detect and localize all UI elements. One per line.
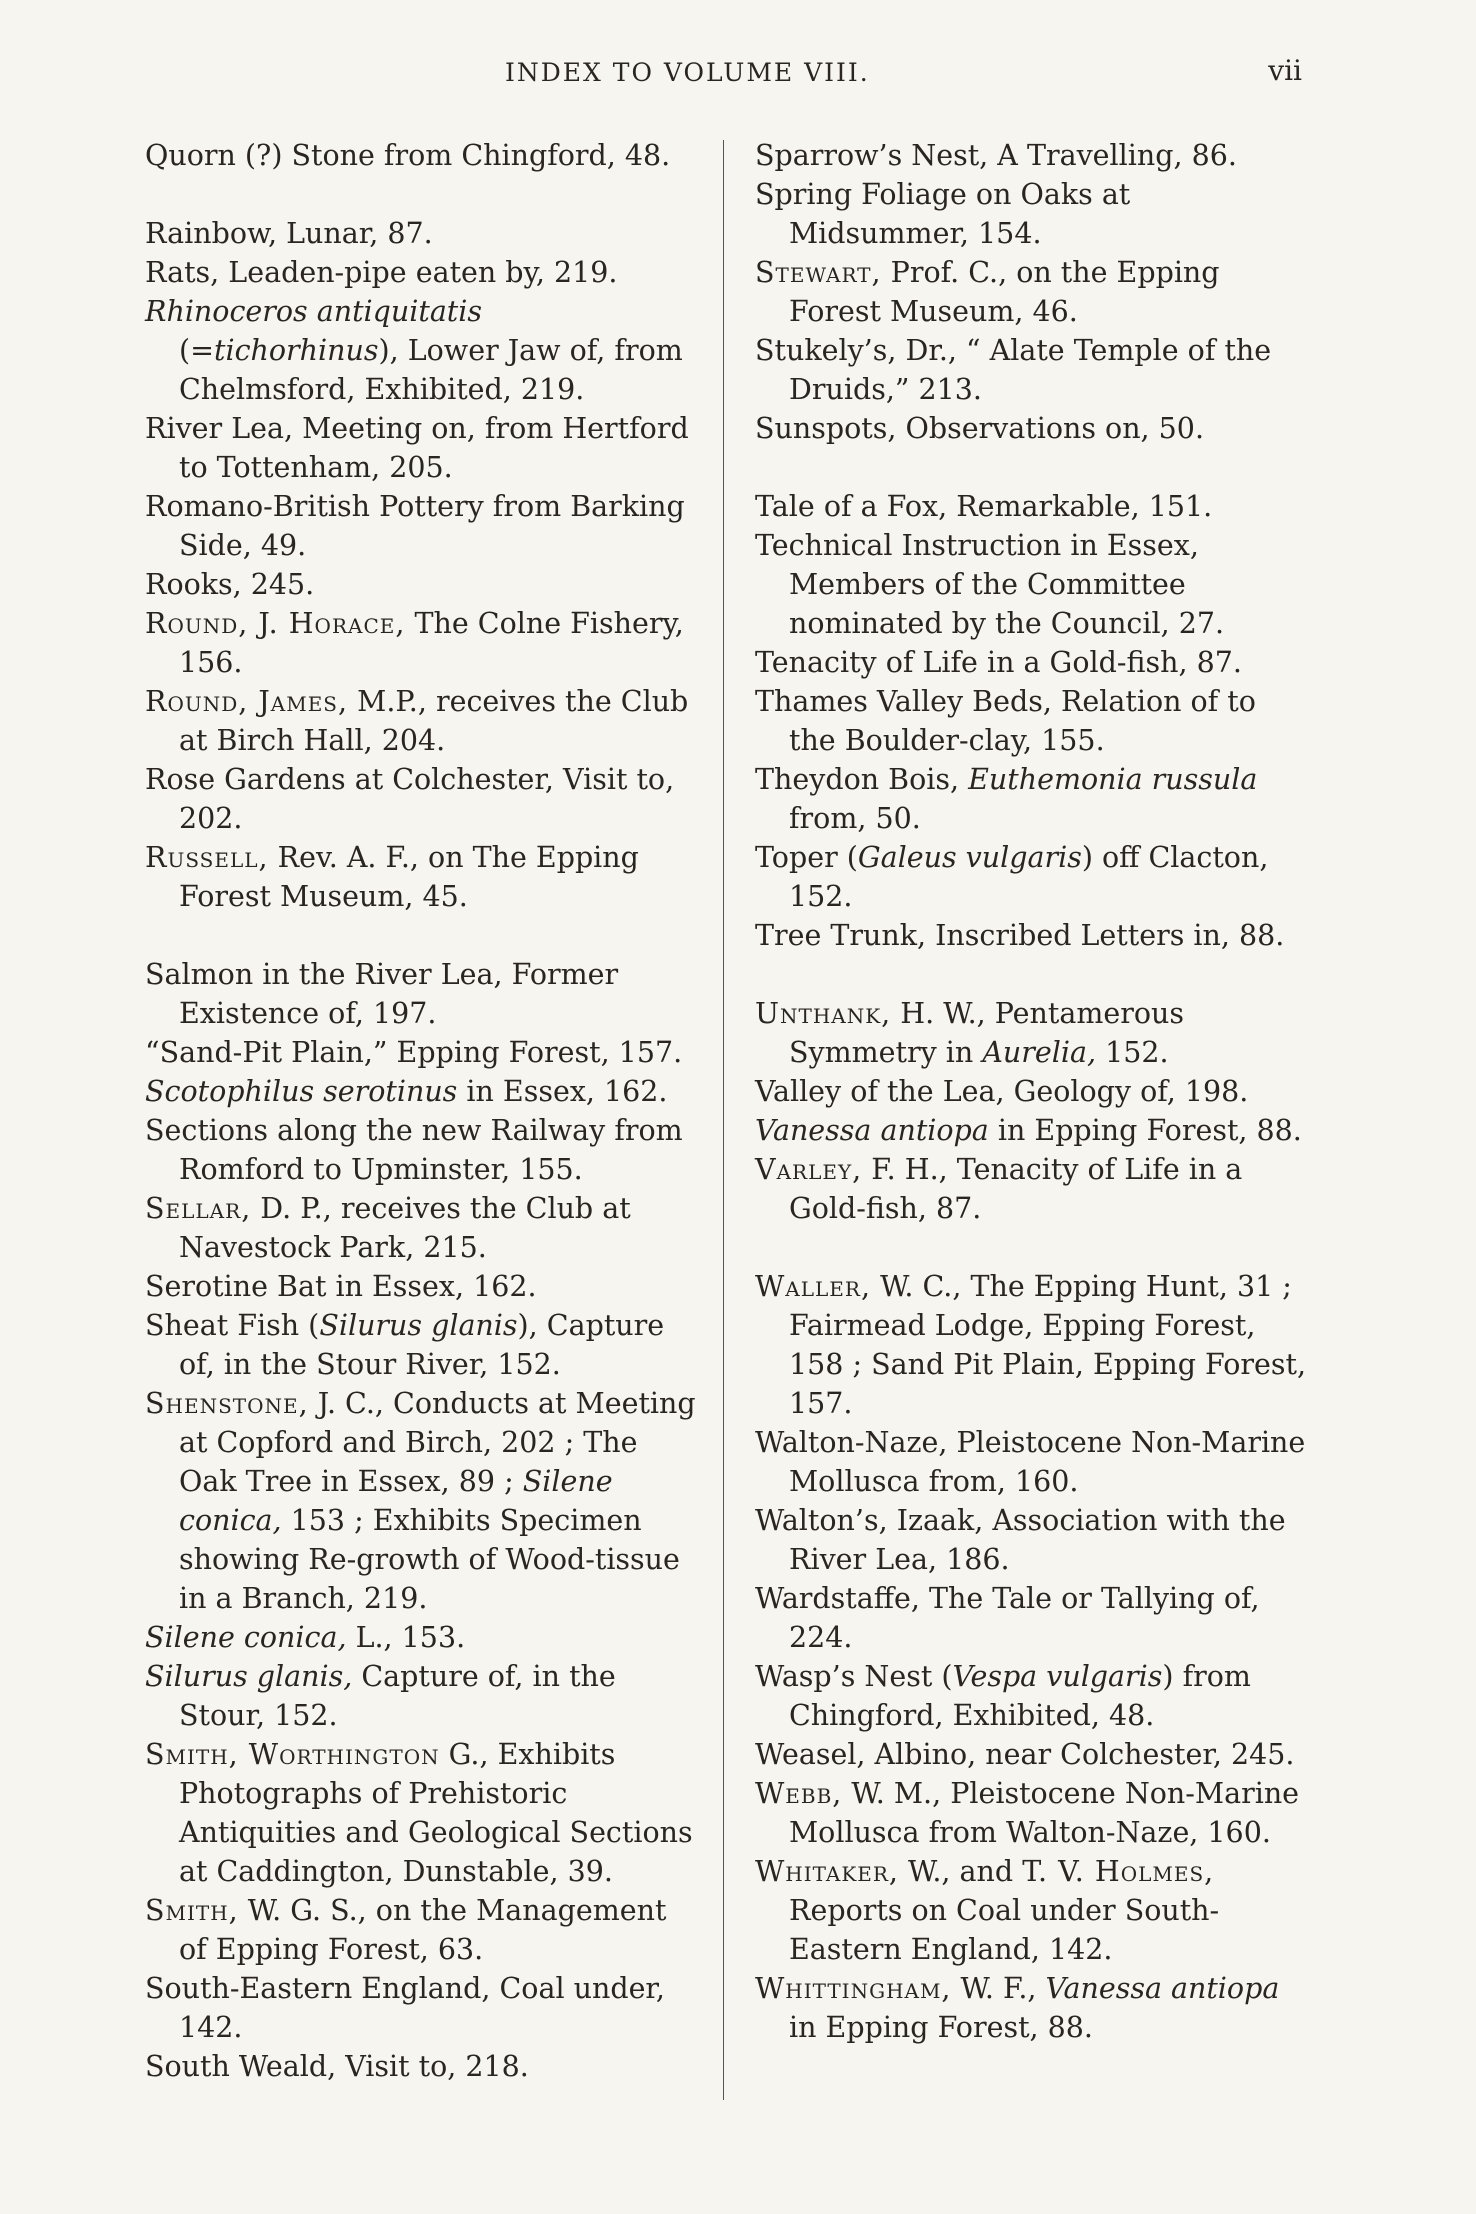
index-entry-text: The Colne Fishery, 156. — [179, 607, 684, 679]
index-entry-text: M.P., receives the Club at Birch Hall, 204. — [179, 685, 689, 757]
index-entry-text: Tree Trunk, Inscribed Letters in, 88. — [755, 919, 1285, 952]
index-entry — [755, 682, 1311, 760]
index-entry-text: Prof. C., on the Epping Forest Museum, 46. — [789, 256, 1220, 328]
index-entry-text: D. P., receives the Club at Navestock Park, 215. — [179, 1192, 631, 1264]
index-entry — [145, 409, 703, 487]
index-entry — [755, 1267, 1311, 1423]
index-entry-text: Quorn (?) Stone from Chingford, 48. — [145, 139, 671, 172]
index-entry-text: Whittingham, — [755, 1972, 952, 2005]
index-entry-text: W. G. S., on the Management of Epping Forest, 63. — [179, 1894, 667, 1966]
index-entry-text: Scotophilus serotinus — [145, 1075, 458, 1108]
index-entry-text: Vanessa antiopa — [755, 1114, 989, 1147]
index-entry-text: Vespa vulgaris — [952, 1660, 1163, 1693]
page-header — [0, 54, 1476, 98]
index-entry-text: Sellar, — [145, 1192, 252, 1225]
index-entry-text: in Epping Forest, 88. — [988, 1114, 1302, 1147]
index-entry — [145, 487, 703, 565]
index-entry-text: South-Eastern England, Coal under, 142. — [145, 1972, 665, 2044]
index-entry-text: T. V. Holmes, — [1022, 1855, 1215, 1888]
index-entry — [755, 1852, 1311, 1969]
index-entry-text: ), Lower Jaw of, from Chelmsford, Exhibited, 219. — [179, 334, 683, 406]
index-entry — [755, 1150, 1311, 1228]
index-entry-text: Rooks, 245. — [145, 568, 315, 601]
index-entry — [755, 1657, 1311, 1735]
index-entry-text: Euthemonia russula — [968, 763, 1258, 796]
index-entry-text: Tale of a Fox, Remarkable, 151. — [755, 490, 1213, 523]
index-entry-text: Smith, — [145, 1894, 239, 1927]
index-entry-text: Technical Instruction in Essex, Members of the Committee nominated by the Council, 27. — [755, 529, 1225, 640]
index-entry-text: F. H., Tenacity of Life in a Gold-fish, 87. — [789, 1153, 1243, 1225]
index-entry — [145, 1072, 703, 1111]
index-entry-text: Reports on Coal under South-Eastern England, 142. — [789, 1894, 1220, 1966]
index-entry — [145, 292, 703, 409]
index-entry-text: Round, James, — [145, 685, 349, 718]
index-column-right — [755, 136, 1311, 2047]
index-entry-text: Rats, Leaden-pipe eaten by, 219. — [145, 256, 618, 289]
index-entry-text: in Essex, 162. — [457, 1075, 668, 1108]
index-entry — [755, 331, 1311, 409]
index-entry-text: Walton’s, Izaak, Association with the River Lea, 186. — [755, 1504, 1286, 1576]
index-entry — [755, 253, 1311, 331]
index-entry-text: Rev. A. F., on The Epping Forest Museum, 45. — [179, 841, 639, 913]
index-entry — [755, 175, 1311, 253]
index-entry-text: W. M., Pleistocene Non-Marine Mollusca from Walton-Naze, 160. — [789, 1777, 1300, 1849]
index-entry-text: Aurelia, — [982, 1036, 1097, 1069]
index-entry — [145, 2047, 703, 2086]
index-entry-text: Silurus glanis — [319, 1309, 518, 1342]
index-entry — [755, 838, 1311, 916]
index-entry-text: from, 50. — [789, 802, 921, 835]
index-entry — [145, 1306, 703, 1384]
index-entry-text: W. F., — [951, 1972, 1046, 2005]
index-entry-text: Valley of the Lea, Geology of, 198. — [755, 1075, 1249, 1108]
index-entry — [145, 1969, 703, 2047]
index-entry — [755, 1735, 1311, 1774]
index-entry-text: Sparrow’s Nest, A Travelling, 86. — [755, 139, 1237, 172]
index-entry — [755, 1774, 1311, 1852]
index-entry-text: Sections along the new Railway from Romford to Upminster, 155. — [145, 1114, 683, 1186]
column-divider — [723, 140, 724, 2100]
page-number: vii — [1268, 54, 1302, 87]
index-entry-text: 153 ; Exhibits Specimen showing Re-growth of Wood-tissue in a Branch, 219. — [179, 1504, 680, 1615]
index-entry-text: Serotine Bat in Essex, 162. — [145, 1270, 537, 1303]
index-entry-text: G., Exhibits Photographs of Prehistoric Antiquities and Geological Sections at Caddington, Dunstable, 39. — [179, 1738, 693, 1888]
index-entry-text: Silene conica, — [145, 1621, 347, 1654]
index-entry — [755, 1579, 1311, 1657]
running-title: INDEX TO VOLUME VIII. — [505, 58, 870, 87]
index-entry-text: Toper ( — [755, 841, 858, 874]
index-entry-text: Sunspots, Observations on, 50. — [755, 412, 1205, 445]
index-entry-text: Silurus glanis, — [145, 1660, 353, 1693]
index-entry-text: Stewart, — [755, 256, 882, 289]
index-entry-text: in Epping Forest, 88. — [789, 2011, 1093, 2044]
index-entry-text: Unthank, — [755, 997, 892, 1030]
index-entry-text: Weasel, Albino, near Colchester, 245. — [755, 1738, 1295, 1771]
index-entry-text: Thames Valley Beds, Relation of to the Boulder-clay, 155. — [755, 685, 1256, 757]
index-entry-text: Capture of, in the Stour, 152. — [179, 1660, 616, 1732]
index-entry — [755, 643, 1311, 682]
index-entry-text: W., and — [898, 1855, 1023, 1888]
index-column-left — [145, 136, 703, 2086]
index-entry-text: Shenstone, — [145, 1387, 309, 1420]
index-entry — [145, 1384, 703, 1618]
index-entry-text: Silene conica, — [179, 1465, 613, 1537]
index-entry-text: Rose Gardens at Colchester, Visit to, 202. — [145, 763, 675, 835]
index-entry-text: Romano-British Pottery from Barking Side, 49. — [145, 490, 685, 562]
index-entry — [145, 682, 703, 760]
index-entry — [145, 955, 703, 1033]
index-entry-text: Webb, — [755, 1777, 843, 1810]
index-entry-text: Galeus vulgaris — [857, 841, 1082, 874]
index-entry-text: ) off Clacton, 152. — [789, 841, 1269, 913]
index-entry — [755, 526, 1311, 643]
index-entry-text: Varley, — [755, 1153, 863, 1186]
index-entry — [755, 916, 1311, 955]
index-entry-text: Spring Foliage on Oaks at Midsummer, 154. — [755, 178, 1131, 250]
index-entry — [755, 409, 1311, 448]
index-entry — [145, 760, 703, 838]
index-entry-text: River Lea, Meeting on, from Hertford to Tottenham, 205. — [145, 412, 689, 484]
index-entry — [755, 136, 1311, 175]
index-entry-text: (= — [179, 334, 214, 367]
index-entry — [145, 253, 703, 292]
index-entry-text: Russell, — [145, 841, 269, 874]
index-entry-text: tichorhinus — [214, 334, 379, 367]
index-entry — [145, 1189, 703, 1267]
index-entry-text: Rainbow, Lunar, 87. — [145, 217, 433, 250]
index-entry — [145, 1891, 703, 1969]
index-entry — [145, 1111, 703, 1189]
index-entry-text: 152. — [1096, 1036, 1169, 1069]
index-entry — [755, 1969, 1311, 2047]
index-entry — [145, 136, 703, 175]
index-entry — [755, 760, 1311, 838]
index-entry-text: H. W., Pentamerous Symmetry in — [789, 997, 1184, 1069]
index-entry-text: Theydon Bois, — [755, 763, 969, 796]
index-entry-text: Salmon in the River Lea, Former Existence of, 197. — [145, 958, 619, 1030]
index-entry — [145, 1735, 703, 1891]
index-entry — [145, 1033, 703, 1072]
index-entry-text: Waller, — [755, 1270, 872, 1303]
index-entry — [755, 1072, 1311, 1111]
index-entry-text: “Sand-Pit Plain,” Epping Forest, 157. — [145, 1036, 683, 1069]
index-entry — [145, 565, 703, 604]
index-entry-text: Smith, Worthington — [145, 1738, 440, 1771]
index-entry-text: Wasp’s Nest ( — [755, 1660, 953, 1693]
index-entry — [755, 1501, 1311, 1579]
index-entry-text: ) from Chingford, Exhibited, 48. — [789, 1660, 1251, 1732]
index-entry-text: L., 153. — [346, 1621, 466, 1654]
index-entry-text: Whitaker, — [755, 1855, 899, 1888]
index-entry-text: Round, J. Horace, — [145, 607, 406, 640]
index-entry-text: Stukely’s, Dr., “ Alate Temple of the Druids,” 213. — [755, 334, 1272, 406]
index-entry — [145, 1267, 703, 1306]
index-entry-text: ), Capture of, in the Stour River, 152. — [179, 1309, 665, 1381]
index-entry-text: J. C., Conducts at Meeting at Copford and Birch, 202 ; The Oak Tree in Essex, 89 ; — [179, 1387, 696, 1498]
index-entry-text: Sheat Fish ( — [145, 1309, 320, 1342]
index-entry — [145, 1618, 703, 1657]
index-entry — [755, 1111, 1311, 1150]
index-entry-text: Vanessa antiopa — [1045, 1972, 1280, 2005]
index-entry — [145, 604, 703, 682]
index-entry — [755, 994, 1311, 1072]
index-entry-text: Tenacity of Life in a Gold-fish, 87. — [755, 646, 1242, 679]
index-entry — [755, 1423, 1311, 1501]
index-entry-text: South Weald, Visit to, 218. — [145, 2050, 529, 2083]
index-entry-text: Wardstaffe, The Tale or Tallying of, 224. — [755, 1582, 1260, 1654]
index-entry-text: Rhinoceros antiquitatis — [145, 295, 483, 328]
index-entry — [145, 214, 703, 253]
index-entry-text: Walton-Naze, Pleistocene Non-Marine Mollusca from, 160. — [755, 1426, 1306, 1498]
index-entry-text: W. C., The Epping Hunt, 31 ; Fairmead Lodge, Epping Forest, 158 ; Sand Pit Plain, Epping Forest, 157. — [789, 1270, 1307, 1420]
index-entry — [145, 1657, 703, 1735]
index-entry — [145, 838, 703, 916]
index-entry — [755, 487, 1311, 526]
